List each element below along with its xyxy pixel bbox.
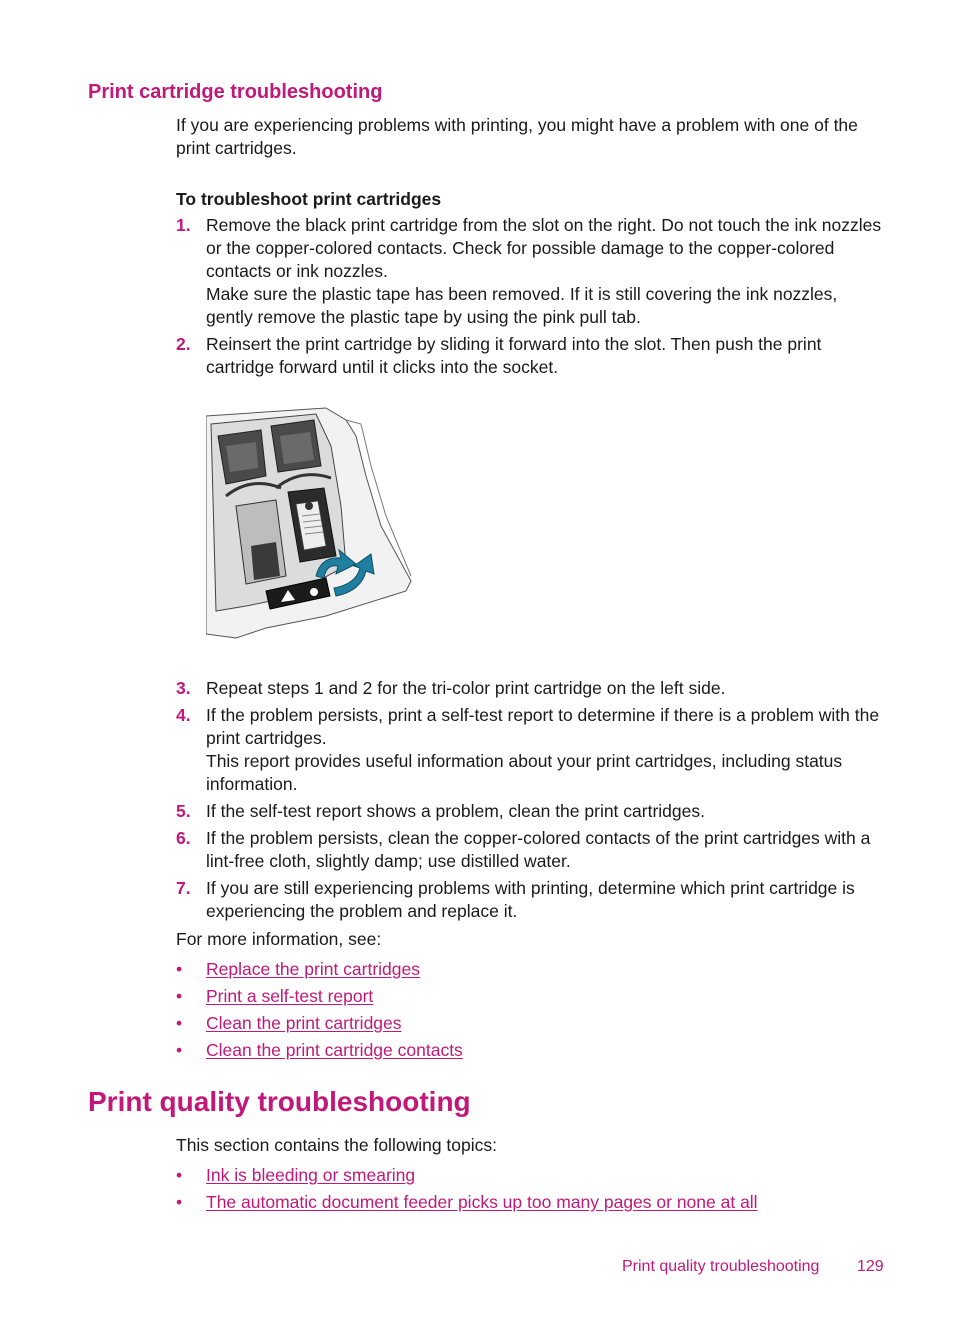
step-item bbox=[176, 214, 888, 329]
step-item bbox=[176, 704, 888, 796]
list-item bbox=[176, 1164, 888, 1191]
steps-list-first bbox=[176, 214, 888, 383]
step-item bbox=[176, 827, 888, 873]
step-number: 7. bbox=[176, 878, 191, 898]
step-text: If the problem persists, clean the copper-colored contacts of the print cartridges with a lint-free cloth, slightly damp; use distilled water. bbox=[206, 828, 871, 871]
printer-carriage-drawing bbox=[206, 406, 416, 640]
quality-topic-links bbox=[176, 1164, 888, 1218]
step-item bbox=[176, 333, 888, 379]
list-item bbox=[176, 958, 888, 985]
step-number: 2. bbox=[176, 334, 191, 354]
step-number: 1. bbox=[176, 215, 191, 235]
bullet: • bbox=[176, 986, 183, 1006]
step-text: If the problem persists, print a self-test report to determine if there is a problem with the print cartridges. bbox=[206, 705, 880, 748]
page-number: 129 bbox=[857, 1258, 884, 1275]
quality-section-intro: This section contains the following topics: bbox=[176, 1135, 497, 1155]
list-item bbox=[176, 1039, 888, 1066]
step-note: Make sure the plastic tape has been removed. If it is still covering the ink nozzles, gently remove the plastic tape by using the pink pull tab. bbox=[206, 284, 838, 327]
more-info-links bbox=[176, 958, 888, 1066]
bullet: • bbox=[176, 959, 183, 979]
step-number: 5. bbox=[176, 801, 191, 821]
link-adf-feed[interactable]: The automatic document feeder picks up too many pages or none at all bbox=[206, 1192, 758, 1212]
link-clean-contacts[interactable]: Clean the print cartridge contacts bbox=[206, 1040, 463, 1060]
step-note: This report provides useful information about your print cartridges, including status information. bbox=[206, 751, 843, 794]
list-item bbox=[176, 1012, 888, 1039]
step-item bbox=[176, 800, 888, 823]
step-text: Repeat steps 1 and 2 for the tri-color print cartridge on the left side. bbox=[206, 678, 726, 698]
footer-section-name: Print quality troubleshooting bbox=[622, 1258, 820, 1275]
step-text: Reinsert the print cartridge by sliding it forward into the slot. Then push the print cartridge forward until it clicks into the socket. bbox=[206, 334, 822, 377]
section-intro: If you are experiencing problems with printing, you might have a problem with one of the print cartridges. bbox=[176, 115, 858, 158]
section-title: Print cartridge troubleshooting bbox=[88, 81, 383, 103]
quality-section-title: Print quality troubleshooting bbox=[88, 1086, 471, 1117]
cartridge-insertion-illustration bbox=[206, 406, 416, 640]
bullet: • bbox=[176, 1013, 183, 1033]
bullet: • bbox=[176, 1165, 183, 1185]
step-number: 3. bbox=[176, 678, 191, 698]
step-text: Remove the black print cartridge from the slot on the right. Do not touch the ink nozzles or the copper-colored contacts. Check for possible damage to the copper-colored contacts or ink nozzles. bbox=[206, 215, 882, 281]
bullet: • bbox=[176, 1040, 183, 1060]
link-clean-cartridges[interactable]: Clean the print cartridges bbox=[206, 1013, 402, 1033]
steps-list-second bbox=[176, 677, 888, 927]
step-item bbox=[176, 877, 888, 923]
step-text: If you are still experiencing problems with printing, determine which print cartridge is experiencing the problem and replace it. bbox=[206, 878, 855, 921]
step-number: 6. bbox=[176, 828, 191, 848]
list-item bbox=[176, 1191, 888, 1218]
list-item bbox=[176, 985, 888, 1012]
link-replace-cartridges[interactable]: Replace the print cartridges bbox=[206, 959, 420, 979]
step-text: If the self-test report shows a problem, clean the print cartridges. bbox=[206, 801, 705, 821]
bullet: • bbox=[176, 1192, 183, 1212]
step-item bbox=[176, 677, 888, 700]
link-self-test-report[interactable]: Print a self-test report bbox=[206, 986, 374, 1006]
step-number: 4. bbox=[176, 705, 191, 725]
more-info-label: For more information, see: bbox=[176, 929, 382, 949]
procedure-title: To troubleshoot print cartridges bbox=[176, 189, 442, 209]
link-ink-bleeding[interactable]: Ink is bleeding or smearing bbox=[206, 1165, 416, 1185]
